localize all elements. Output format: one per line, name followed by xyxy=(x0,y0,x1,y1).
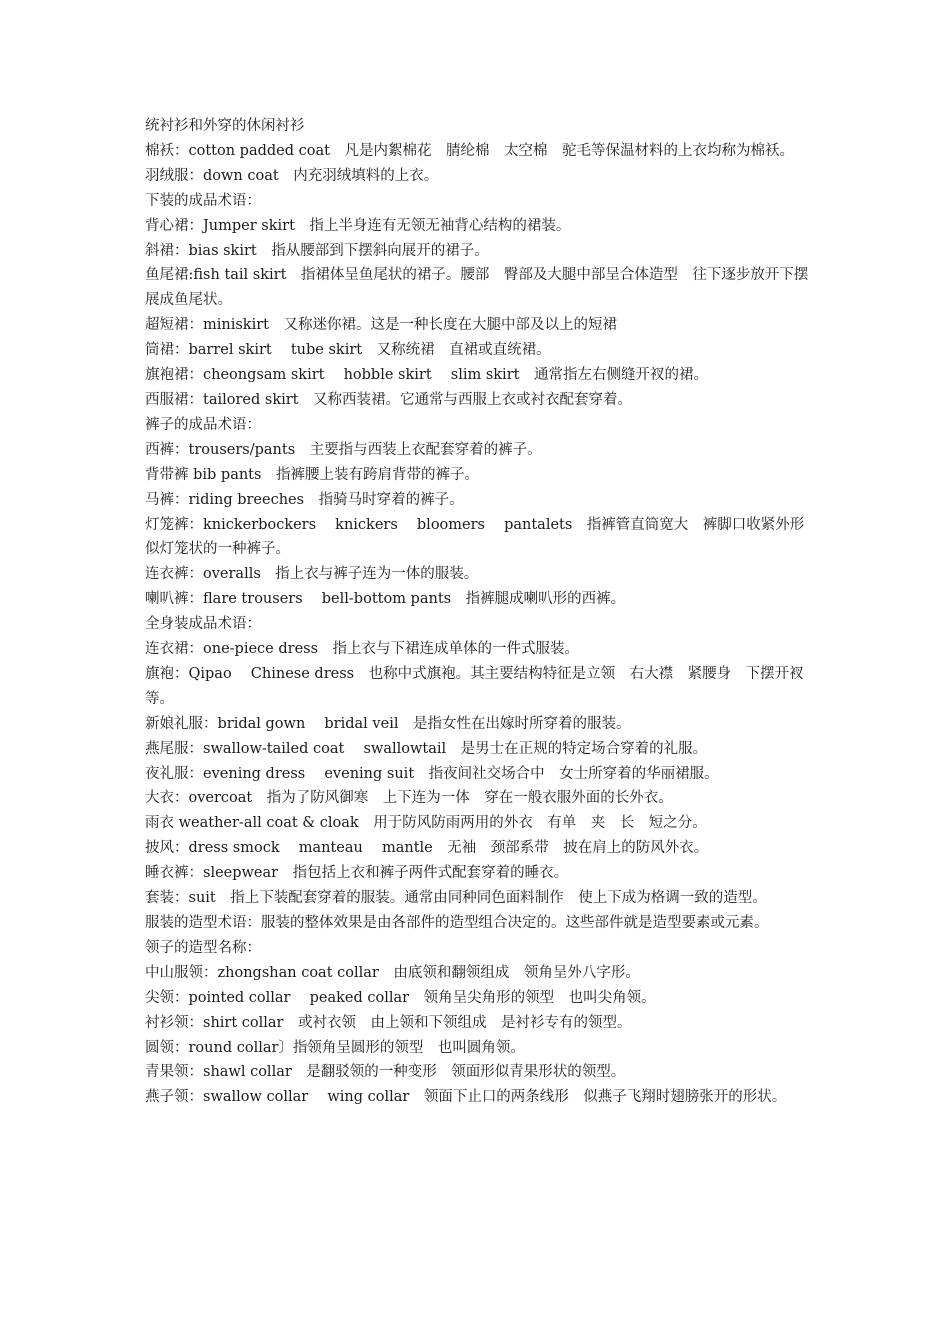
text-line: 筒裙：barrel skirt tube skirt 又称统裙 直裙或直统裙。 xyxy=(145,342,551,359)
text-line: 统衬衫和外穿的休闲衬衫 xyxy=(145,118,305,134)
text-line: 夜礼服：evening dress evening suit 指夜间社交场合中 女士所穿着的华丽裙服。 xyxy=(145,765,719,782)
text-line: 喇叭裤：flare trousers bell-bottom pants 指裤腿成喇叭形的西裤。 xyxy=(145,591,626,608)
text-line: 圆领：round collar〕指领角呈圆形的领型 也叫圆角领。 xyxy=(145,1039,525,1056)
section-heading: 全身装成品术语： xyxy=(145,616,261,633)
text-line: 连衣裤：overalls 指上衣与裤子连为一体的服装。 xyxy=(145,566,479,583)
text-line: 燕尾服：swallow-tailed coat swallowtail 是男士在正规的特定场合穿着的礼服。 xyxy=(145,740,708,757)
text-line: 套装：suit 指上下装配套穿着的服装。通常由同种同色面料制作 使上下成为格调一致的造型。 xyxy=(145,890,767,907)
text-line: 西服裙：tailored skirt 又称西装裙。它通常与西服上衣或衬衣配套穿着。 xyxy=(145,391,633,408)
text-line: 披风：dress smock manteau mantle 无袖 颈部系带 披在肩上的防风外衣。 xyxy=(145,840,709,857)
text-line: 中山服领：zhongshan coat collar 由底领和翻领组成 领角呈外八字形。 xyxy=(145,964,640,981)
text-line: 背心裙：Jumper skirt 指上半身连有无领无袖背心结构的裙装。 xyxy=(145,217,571,234)
text-line: 斜裙：bias skirt 指从腰部到下摆斜向展开的裙子。 xyxy=(145,242,489,259)
text-line: 鱼尾裙:fish tail skirt 指裙体呈鱼尾状的裙子。腰部 臀部及大腿中部呈合体造型 往下逐步放开下摆展成鱼尾状。 xyxy=(145,267,809,309)
text-line: 睡衣裤：sleepwear 指包括上衣和裤子两件式配套穿着的睡衣。 xyxy=(145,865,569,882)
section-heading: 裤子的成品术语： xyxy=(145,416,261,433)
text-line: 旗袍：Qipao Chinese dress 也称中式旗袍。其主要结构特征是立领 右大襟 紧腰身 下摆开衩等。 xyxy=(145,665,804,707)
text-line: 衬衫领：shirt collar 或衬衣领 由上领和下领组成 是衬衫专有的领型。 xyxy=(145,1014,632,1031)
text-line: 燕子领：swallow collar wing collar 领面下止口的两条线形 似燕子飞翔时翅膀张开的形状。 xyxy=(145,1089,787,1106)
text-line: 大衣：overcoat 指为了防风御寒 上下连为一体 穿在一般衣服外面的长外衣。 xyxy=(145,790,673,807)
text-line: 旗袍裙：cheongsam skirt hobble skirt slim skirt 通常指左右侧缝开衩的裙。 xyxy=(145,367,708,384)
text-line: 马裤：riding breeches 指骑马时穿着的裤子。 xyxy=(145,491,464,508)
text-line: 连衣裙：one-piece dress 指上衣与下裙连成单体的一件式服装。 xyxy=(145,641,580,658)
text-line: 雨衣 weather-all coat & cloak 用于防风防雨两用的外衣 有单 夹 长 短之分。 xyxy=(145,815,707,832)
text-line: 青果领：shawl collar 是翻驳领的一种变形 领面形似青果形状的领型。 xyxy=(145,1064,626,1081)
text-line: 羽绒服：down coat 内充羽绒填料的上衣。 xyxy=(145,167,439,184)
text-line: 超短裙：miniskirt 又称迷你裙。这是一种长度在大腿中部及以上的短裙 xyxy=(145,317,617,334)
text-line: 棉袄：cotton padded coat 凡是内絮棉花 腈纶棉 太空棉 驼毛等保温材料的上衣均称为棉袄。 xyxy=(145,142,794,159)
text-line: 尖领：pointed collar peaked collar 领角呈尖角形的领型 也叫尖角领。 xyxy=(145,989,656,1006)
text-line: 背带裤 bib pants 指裤腰上装有跨肩背带的裤子。 xyxy=(145,466,479,483)
section-heading: 领子的造型名称： xyxy=(145,939,261,956)
text-line: 服装的造型术语：服装的整体效果是由各部件的造型组合决定的。这些部件就是造型要素或元素。 xyxy=(145,915,769,931)
text-line: 灯笼裤：knickerbockers knickers bloomers pantalets 指裤管直筒宽大 裤脚口收紧外形似灯笼状的一种裤子。 xyxy=(145,516,805,558)
section-heading: 下装的成品术语： xyxy=(145,192,261,209)
document-body xyxy=(145,114,813,1110)
text-line: 新娘礼服：bridal gown bridal veil 是指女性在出嫁时所穿着的服装。 xyxy=(145,715,631,732)
text-line: 西裤：trousers/pants 主要指与西装上衣配套穿着的裤子。 xyxy=(145,441,542,458)
